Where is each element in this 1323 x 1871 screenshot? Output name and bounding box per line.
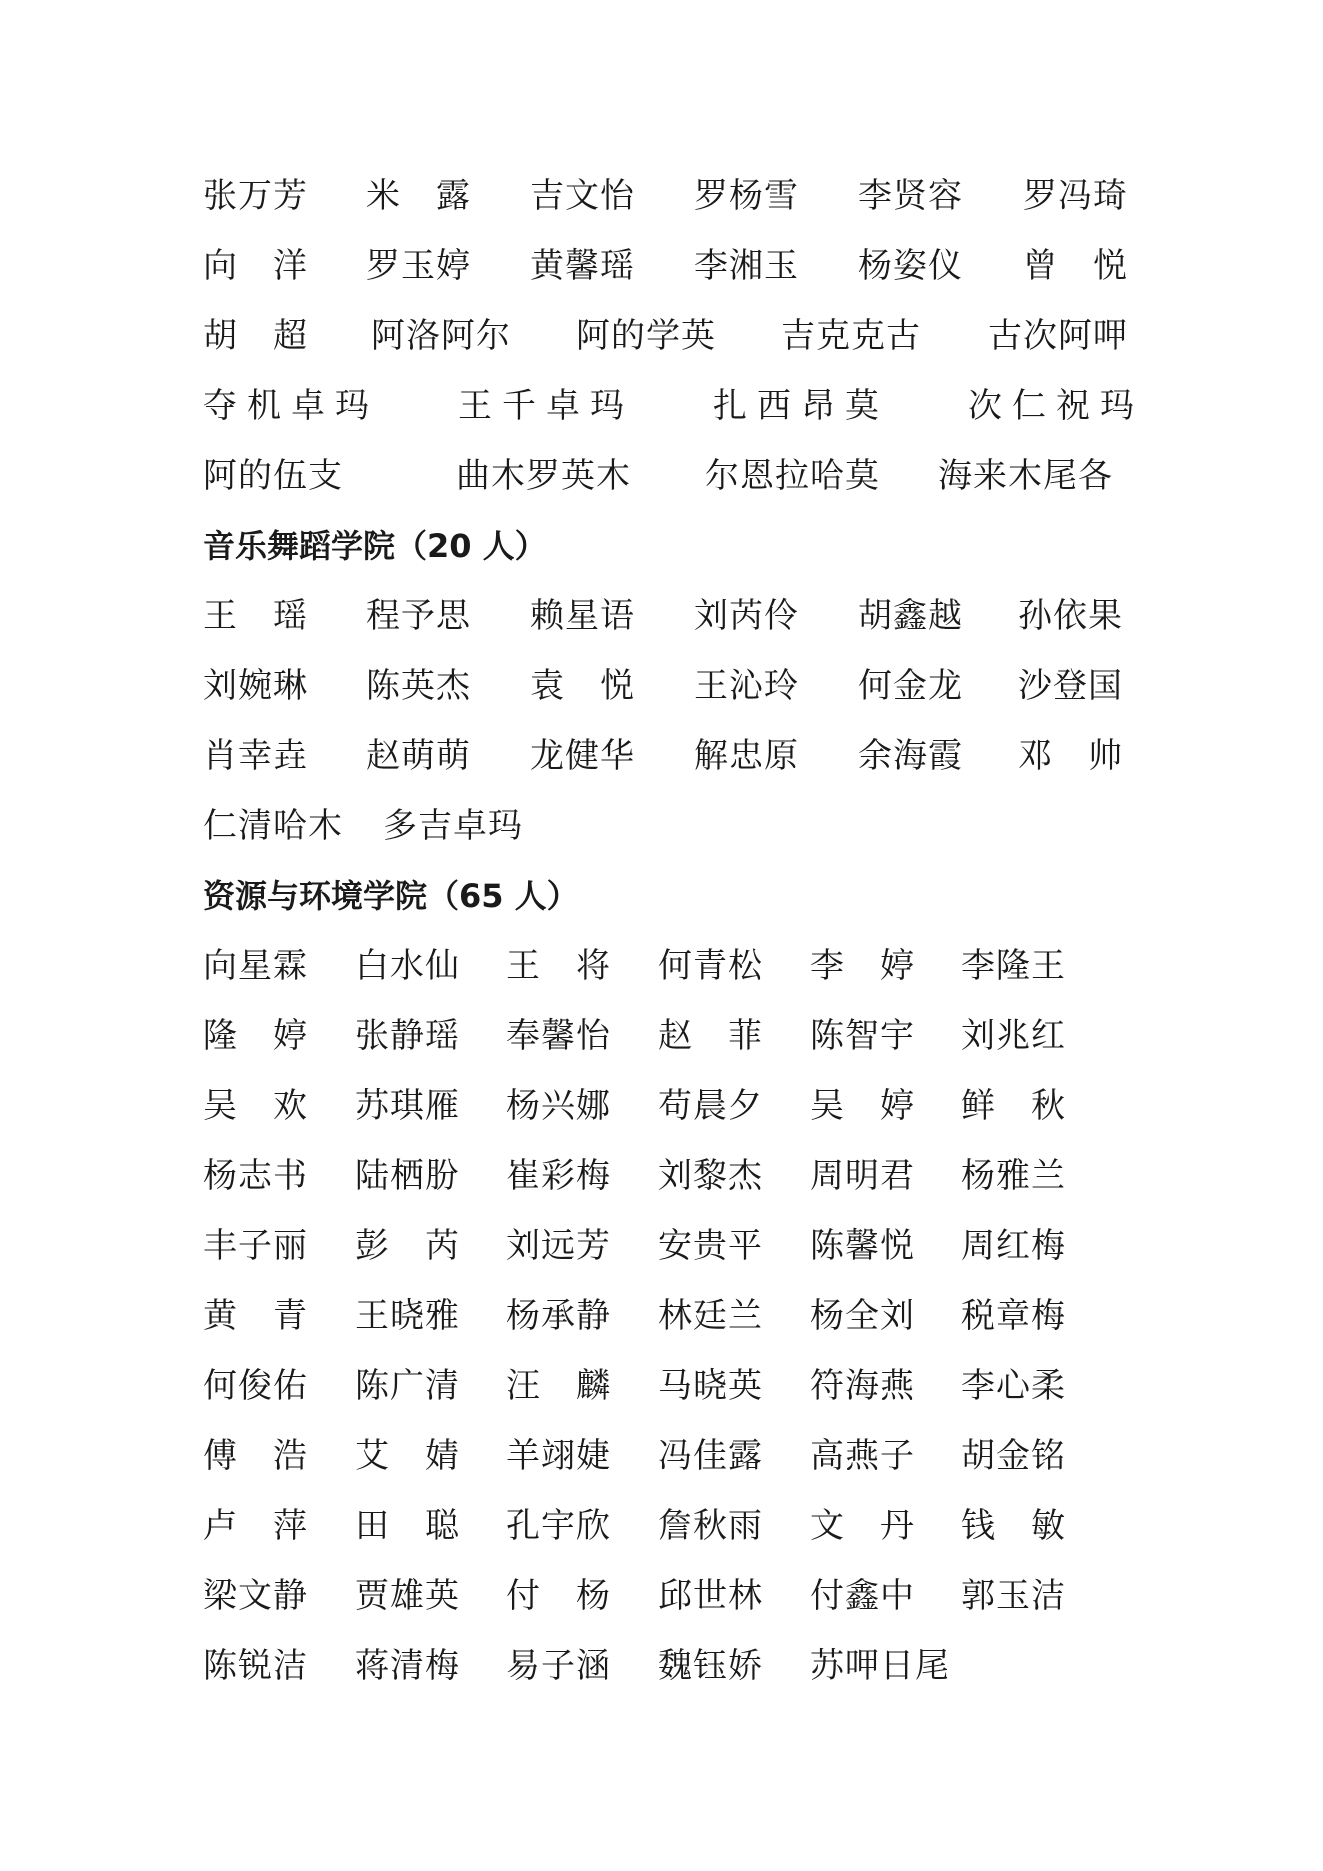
student-name: 孙依果 — [1018, 596, 1123, 636]
name-row — [203, 1288, 1143, 1344]
student-name: 李贤容 — [858, 176, 963, 216]
student-name: 赖星语 — [530, 596, 635, 636]
student-name: 苏呷日尾 — [810, 1646, 950, 1686]
student-name: 羊翊婕 — [506, 1436, 611, 1476]
name-row — [203, 308, 1143, 364]
student-name: 艾 婧 — [355, 1436, 460, 1476]
student-name: 吴 婷 — [810, 1086, 915, 1126]
student-name: 罗冯琦 — [1023, 176, 1128, 216]
student-name: 杨承静 — [506, 1296, 611, 1336]
student-name: 米 露 — [366, 176, 471, 216]
student-name: 丰子丽 — [203, 1226, 308, 1266]
name-row — [203, 1428, 1143, 1484]
student-name: 苟晨夕 — [658, 1086, 763, 1126]
student-name: 冯佳露 — [658, 1436, 763, 1476]
student-name: 易子涵 — [506, 1646, 611, 1686]
student-name: 付鑫中 — [810, 1576, 915, 1616]
student-name: 赵 菲 — [658, 1016, 763, 1056]
name-row — [203, 1218, 1143, 1274]
student-name: 邱世林 — [658, 1576, 763, 1616]
student-name: 张万芳 — [203, 176, 308, 216]
name-row — [203, 378, 1143, 434]
student-name: 阿洛阿尔 — [371, 316, 511, 356]
student-name: 苏琪雁 — [355, 1086, 460, 1126]
student-name: 贾雄英 — [355, 1576, 460, 1616]
student-name: 李心柔 — [961, 1366, 1066, 1406]
student-name: 符海燕 — [810, 1366, 915, 1406]
student-name: 杨全刘 — [810, 1296, 915, 1336]
student-name: 吴 欢 — [203, 1086, 308, 1126]
name-row — [203, 1498, 1143, 1554]
student-name: 黄 青 — [203, 1296, 308, 1336]
student-name: 崔彩梅 — [506, 1156, 611, 1196]
student-name: 田 聪 — [355, 1506, 460, 1546]
student-name: 肖幸垚 — [203, 736, 308, 776]
student-name: 钱 敏 — [961, 1506, 1066, 1546]
student-name: 刘黎杰 — [658, 1156, 763, 1196]
student-name: 汪 麟 — [506, 1366, 611, 1406]
student-name: 海来木尾各 — [938, 456, 1113, 496]
student-name: 周明君 — [810, 1156, 915, 1196]
student-name: 魏钰娇 — [658, 1646, 763, 1686]
student-name: 文 丹 — [810, 1506, 915, 1546]
name-row — [203, 938, 1143, 994]
student-name: 龙健华 — [530, 736, 635, 776]
name-row — [203, 238, 1143, 294]
student-name: 卢 萍 — [203, 1506, 308, 1546]
student-name: 多吉卓玛 — [383, 806, 523, 846]
student-name: 余海霞 — [858, 736, 963, 776]
student-name: 尔恩拉哈莫 — [705, 456, 880, 496]
name-row — [203, 448, 1143, 504]
student-name: 扎西昂莫 — [713, 386, 889, 426]
student-name: 王 将 — [506, 946, 611, 986]
student-name: 罗玉婷 — [366, 246, 471, 286]
student-name: 曾 悦 — [1023, 246, 1128, 286]
student-name: 周红梅 — [961, 1226, 1066, 1266]
student-name: 杨兴娜 — [506, 1086, 611, 1126]
student-name: 张静瑶 — [355, 1016, 460, 1056]
student-name: 高燕子 — [810, 1436, 915, 1476]
student-name: 向 洋 — [203, 246, 308, 286]
student-name: 次仁祝玛 — [968, 386, 1144, 426]
student-name: 何青松 — [658, 946, 763, 986]
student-name: 刘婉琳 — [203, 666, 308, 706]
name-row — [203, 798, 1143, 854]
student-name: 刘芮伶 — [694, 596, 799, 636]
student-name: 曲木罗英木 — [456, 456, 631, 496]
student-name: 郭玉洁 — [961, 1576, 1066, 1616]
student-name: 何俊佑 — [203, 1366, 308, 1406]
name-row — [203, 1008, 1143, 1064]
student-name: 李湘玉 — [694, 246, 799, 286]
student-name: 孔宇欣 — [506, 1506, 611, 1546]
student-name: 李 婷 — [810, 946, 915, 986]
name-row — [203, 588, 1143, 644]
student-name: 彭 芮 — [355, 1226, 460, 1266]
student-name: 王 瑶 — [203, 596, 308, 636]
section-heading-resources: 资源与环境学院（65 人） — [203, 877, 579, 915]
student-name: 胡鑫越 — [858, 596, 963, 636]
student-name: 陈智宇 — [810, 1016, 915, 1056]
student-name: 阿的伍支 — [203, 456, 343, 496]
name-row — [203, 168, 1143, 224]
student-name: 隆 婷 — [203, 1016, 308, 1056]
student-name: 杨志书 — [203, 1156, 308, 1196]
student-name: 王沁玲 — [694, 666, 799, 706]
student-name: 赵萌萌 — [366, 736, 471, 776]
student-name: 王晓雅 — [355, 1296, 460, 1336]
student-name: 王千卓玛 — [458, 386, 634, 426]
student-name: 傅 浩 — [203, 1436, 308, 1476]
name-row — [203, 1148, 1143, 1204]
student-name: 马晓英 — [658, 1366, 763, 1406]
student-name: 吉克克古 — [781, 316, 921, 356]
student-name: 陆栖朌 — [355, 1156, 460, 1196]
name-row — [203, 1078, 1143, 1134]
name-row — [203, 1568, 1143, 1624]
student-name: 夺机卓玛 — [203, 386, 379, 426]
student-name: 奉馨怡 — [506, 1016, 611, 1056]
student-name: 陈馨悦 — [810, 1226, 915, 1266]
student-name: 罗杨雪 — [694, 176, 799, 216]
name-row — [203, 1358, 1143, 1414]
student-name: 付 杨 — [506, 1576, 611, 1616]
student-name: 沙登国 — [1018, 666, 1123, 706]
student-name: 袁 悦 — [530, 666, 635, 706]
student-name: 蒋清梅 — [355, 1646, 460, 1686]
student-name: 解忠原 — [694, 736, 799, 776]
student-name: 林廷兰 — [658, 1296, 763, 1336]
student-name: 向星霖 — [203, 946, 308, 986]
student-name: 程予思 — [366, 596, 471, 636]
name-row — [203, 728, 1143, 784]
student-name: 黄馨瑶 — [530, 246, 635, 286]
student-name: 邓 帅 — [1018, 736, 1123, 776]
student-name: 吉文怡 — [530, 176, 635, 216]
student-name: 刘兆红 — [961, 1016, 1066, 1056]
student-name: 陈锐洁 — [203, 1646, 308, 1686]
student-name: 胡金铭 — [961, 1436, 1066, 1476]
name-row — [203, 1638, 1143, 1694]
student-name: 李隆王 — [961, 946, 1066, 986]
student-name: 古次阿呷 — [988, 316, 1128, 356]
student-name: 杨雅兰 — [961, 1156, 1066, 1196]
student-name: 白水仙 — [355, 946, 460, 986]
student-name: 税章梅 — [961, 1296, 1066, 1336]
student-name: 陈英杰 — [366, 666, 471, 706]
student-name: 鲜 秋 — [961, 1086, 1066, 1126]
student-name: 何金龙 — [858, 666, 963, 706]
name-row — [203, 658, 1143, 714]
student-name: 梁文静 — [203, 1576, 308, 1616]
student-name: 刘远芳 — [506, 1226, 611, 1266]
student-name: 仁清哈木 — [203, 806, 343, 846]
student-name: 陈广清 — [355, 1366, 460, 1406]
student-name: 阿的学英 — [576, 316, 716, 356]
section-heading-music: 音乐舞蹈学院（20 人） — [203, 527, 547, 565]
student-name: 杨姿仪 — [858, 246, 963, 286]
student-name: 胡 超 — [203, 316, 308, 356]
student-name: 安贵平 — [658, 1226, 763, 1266]
student-name: 詹秋雨 — [658, 1506, 763, 1546]
